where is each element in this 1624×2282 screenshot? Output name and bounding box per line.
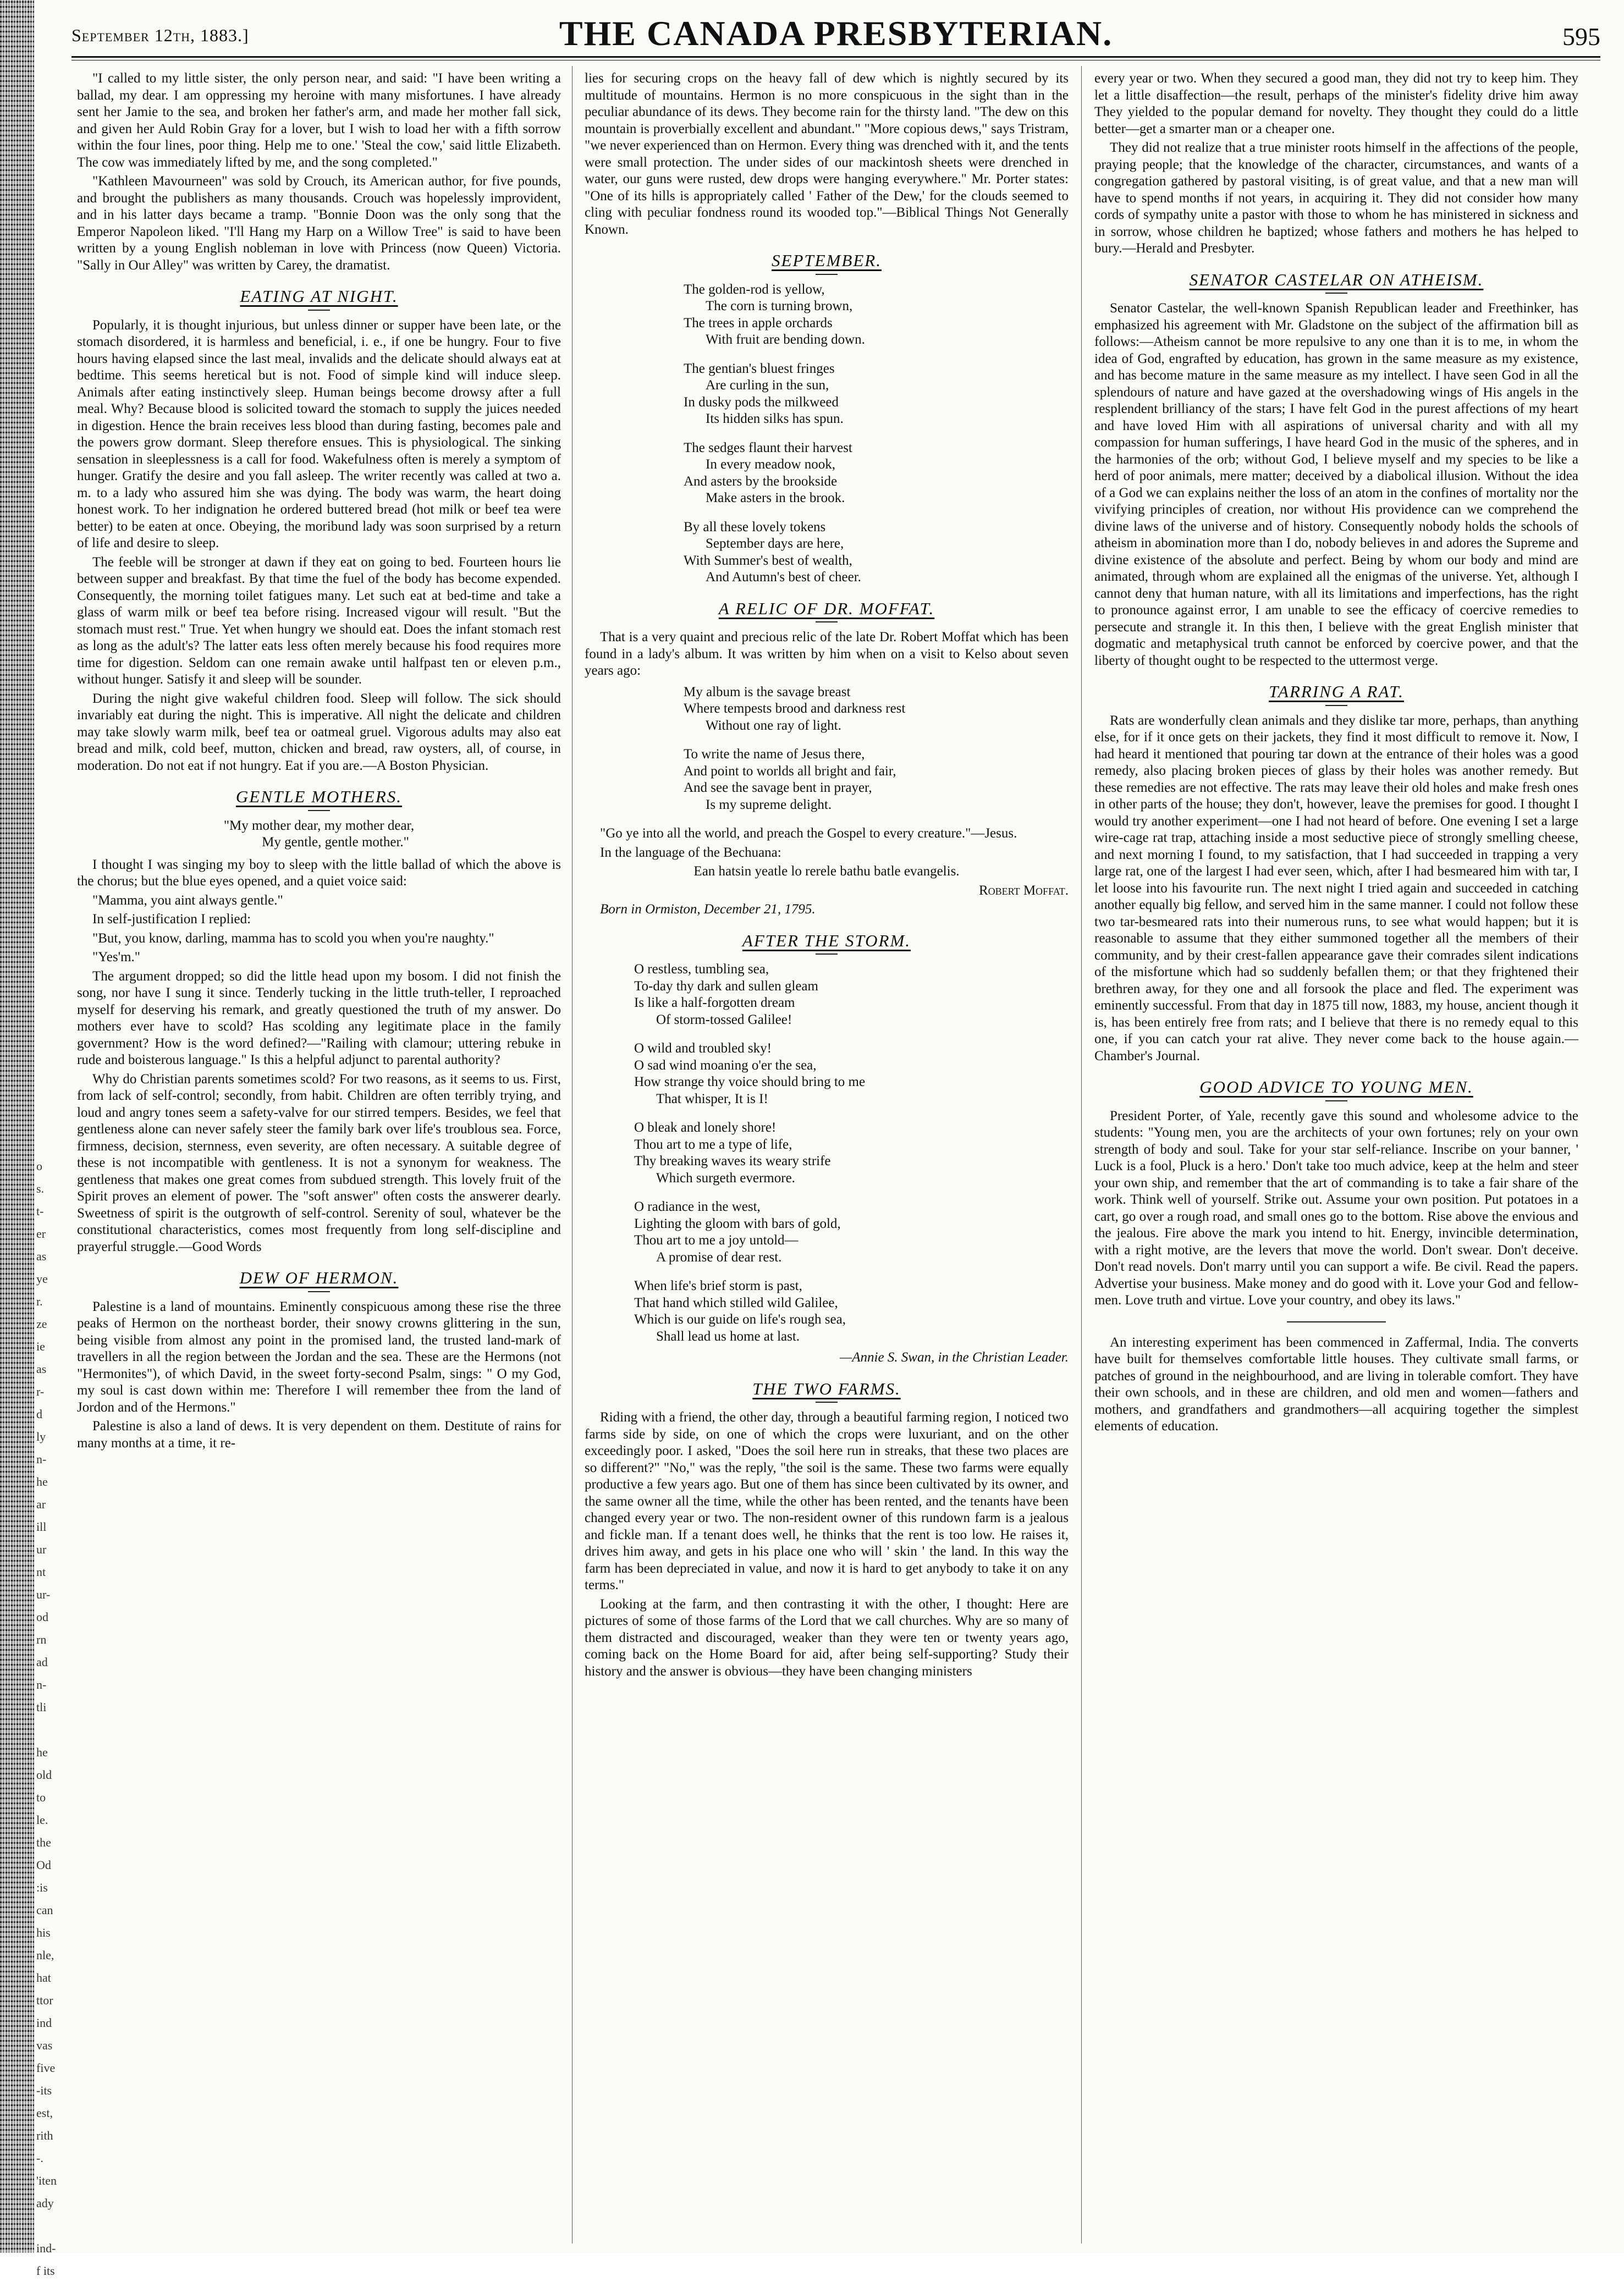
newspaper-title: THE CANADA PRESBYTERIAN. (559, 14, 1113, 53)
stanza (634, 1120, 1069, 1187)
verse-line: Thou art to me a type of life, (634, 1137, 792, 1152)
article-paragraph: every year or two. When they secured a good man, they did not try to keep him. They let a little disaffection—the result, perhaps of the minister's fidelity drive him away They yielded to the popular demand for novelty. They thought they could do a little better—get a smarter man or a cheaper one. (1094, 71, 1578, 136)
article-paragraph: Rats are wonderfully clean animals and they dislike tar more, perhaps, than anything else, for if it once gets on their jackets, they find it most difficult to remove it. Now, I had heard it mentioned that pouring tar down at the entrance of their holes was a good remedy, also placing broken pieces of glass by their holes was another remedy. But these remedies are not effective. The rats may leave their old holes and make fresh ones in other parts of the house; they don't, however, leave the premises for good. I thought I would try another experiment—one I had not heard of before. One evening I set a large wire-cage rat trap, attaching inside a most seductive piece of strongly smelling cheese, and next morning I found, to my satisfaction, that I had succeeded in trapping a very large rat, one of the largest I had ever seen, which, after I had besmeared him with tar, I let loose into his favourite run. The next night I tried again and succeeded in catching another equally big fellow, and served him in the same manner. I could not follow these two tar-besmeared rats into their numerous runs, to see what would happen; but it is reasonable to assume that they either summoned together all the members of their community, and by their crest-fallen appearance gave their comrades silent indications of the misfortune which had so suddenly befallen them; or that they frightened their brethren away, for they one and all forsook the place and fled. The experiment was eminently successful. From that day in 1875 till now, 1883, my house, ancient though it is, has been entirely free from rats; and I believe that there is no remedy equal to this one, if you can catch your rat alive. They never come back to the house again.—Chamber's Journal. (1094, 713, 1578, 1063)
article-paragraph: Palestine is also a land of dews. It is very dependent on them. Destitute of rains for many months at a time, it re- (77, 1419, 561, 1451)
article-paragraph: That is a very quaint and precious relic of the late Dr. Robert Moffat which has been found in a lady's album. It was written by him when on a visit to Kelso about seven years ago: (585, 630, 1069, 678)
verse-line: The golden-rod is yellow, (684, 282, 825, 297)
column-2 (585, 70, 1069, 2242)
verse-line: Without one ray of light. (706, 718, 841, 733)
verse-line: Which surgeth evermore. (656, 1170, 795, 1186)
article-paragraph: In the language of the Bechuana: (600, 845, 781, 860)
poem-september (684, 282, 1069, 586)
verse-line: My gentle, gentle mother." (262, 835, 409, 850)
header-rule (71, 56, 1600, 58)
verse-line: "My mother dear, my mother dear, (223, 818, 415, 833)
verse-line: Thy breaking waves its weary strife (634, 1154, 831, 1168)
verse-line: O sad wind moaning o'er the sea, (634, 1057, 817, 1073)
verse-line: Lighting the gloom with bars of gold, (634, 1216, 841, 1231)
article-paragraph: President Porter, of Yale, recently gave this sound and wholesome advice to the students: "Young men, you are the architects of your own fortunes; rely on your own strength of body and soul. Take for your star self-reliance. Inscribe on your banner, ' Luck is a fool, Pluck is a hero.' Don't take too much advice, keep at the helm and steer your own ship, and remember that the art of commanding is to take a fair share of the work. Think well of yourself. Strike out. Assume your own position. Put potatoes in a cart, go over a rough road, and small ones go to the bottom. Rise above the envious and the jealous. Fire above the mark you intend to hit. Energy, invincible determination, with a right motive, are the levers that move the world. Don't swear. Don't deceive. Don't read novels. Don't marry until you can support a wife. Be civil. Read the papers. Advertise your business. Make money and do good with it. Love your God and fellow-men. Love truth and virtue. Love your country, and obey its laws." (1094, 1108, 1578, 1308)
article-paragraph: An interesting experiment has been commenced in Zaffermal, India. The converts have built for themselves comfortable little houses. They cultivate small farms, or patches of ground in the neighbourhood, and are living in tolerable comfort. They have their own schools, and in these are children, and old men and women—fathers and mothers, and grandfathers and grandmothers—all acquiring together the simplest elements of education. (1094, 1335, 1578, 1434)
stanza (634, 1199, 1069, 1266)
article-paragraph: During the night give wakeful children food. Sleep will follow. The sick should invariably eat during the night. This is imperative. All night the delicate and children may take slowly warm milk, beef tea or oatmeal gruel. Vigorous adults may also eat bread and milk, cold beef, mutton, chicken and bread, raw oysters, all, of course, in moderation. Do not eat if not hungry. Eat if you are.—A Boston Physician. (77, 691, 561, 773)
epigraph (77, 818, 561, 851)
verse-line: Shall lead us home at last. (656, 1329, 800, 1344)
article-heading: A RELIC OF DR. MOFFAT. (585, 600, 1069, 623)
poem-heading: SEPTEMBER. (585, 252, 1069, 275)
verse-line: O radiance in the west, (634, 1199, 761, 1214)
verse-line: O restless, tumbling sea, (634, 962, 769, 977)
stanza (634, 1278, 1069, 1345)
stanza (684, 282, 1069, 349)
verse-line: The gentian's bluest fringes (684, 361, 835, 376)
poem-heading: AFTER THE STORM. (585, 933, 1069, 955)
verse-line: And Autumn's best of cheer. (706, 570, 861, 585)
verse-line: And point to worlds all bright and fair, (684, 763, 896, 779)
column-1 (77, 70, 561, 2242)
verse-line: My album is the savage breast (684, 684, 851, 699)
verse-line: To write the name of Jesus there, (684, 747, 865, 762)
article-heading: THE TWO FARMS. (585, 1381, 1069, 1403)
section-separator (1287, 1321, 1386, 1322)
stanza (684, 361, 1069, 428)
article-paragraph: The argument dropped; so did the little head upon my bosom. I did not finish the song, nor have I sung it since. Tenderly tucking in the little truth-teller, I reproached myself for deserving his remark, and greatly questioned the truth of my answer. Do mothers ever have to scold? Has scolding any legitimate place in the family government? How is the word defined?—"Railing with clamour; uttering rebuke in rude and boisterous language." Is this a helpful adjunct to parental authority? (77, 968, 561, 1067)
article-paragraph: Looking at the farm, and then contrasting it with the other, I thought: Here are pictures of some of those farms of the Lord that we call churches. Why are so many of them distracted and discouraged, weaker than they were ten or twenty years ago, coming back on the Home Board for aid, after being self-supporting? Study their history and the answer is obvious—they have been changing ministers (585, 1596, 1069, 1679)
gutter-fragments: o s. t- er as ye r. ze ie as r- d ly n- he ar ill ur nt ur- od rn ad n- tli he old to le. the Od :is can his nle, hat ttor ind vas five -its est, rith -. 'iten ady ind- f its (36, 1159, 57, 2278)
poem-moffat (684, 684, 1069, 814)
verse-line: To-day thy dark and sullen gleam (634, 978, 818, 994)
verse-line: The sedges flaunt their harvest (684, 440, 852, 455)
verse-line: The trees in apple orchards (684, 315, 833, 330)
verse-line: A promise of dear rest. (656, 1249, 782, 1265)
verse-line: Is like a half-forgotten dream (634, 995, 795, 1010)
verse-line: O wild and troubled sky! (634, 1041, 772, 1056)
article-heading: GENTLE MOTHERS. (77, 789, 561, 811)
stanza (684, 440, 1069, 507)
verse-line: With fruit are bending down. (706, 332, 865, 347)
article-paragraph: Palestine is a land of mountains. Eminently conspicuous among these rise the three peaks of Hermon on the northeast border, their snowy crowns glittering in the sun, being visible from almost any point in the promised land, the trusted land-mark of travellers in all the region between the Jordan and the sea. These are the Hermons (not "Hermonites"), of which David, in the sweet forty-second Psalm, sings: " O my God, my soul is cast down within me: Therefore I will remember thee from the land of Jordon and of the Hermons." (77, 1299, 561, 1415)
article-paragraph: Why do Christian parents sometimes scold? For two reasons, as it seems to us. First, from lack of self-control; secondly, from habit. Children are often terribly trying, and loud and angry tones seem a safety-valve for our stirred tempers. Besides, we feel that gentleness alone can never safely steer the family bark over life's troublous sea. Force, firmness, decision, sternness, even severity, are often necessary. A suitable degree of these is not incompatible with gentleness. It is not a synonym for weakness. The gentleness that makes one great comes from subdued strength. This lovely fruit of the Spirit proves an element of power. The "soft answer" often costs the answerer dearly. Sweetness of spirit is the outgrowth of self-control. Serenity of soul, whatever be the constitutional characteristics, comes most frequently from long self-discipline and prayerful struggle.—Good Words (77, 1071, 561, 1254)
verse-line: Is my supreme delight. (706, 797, 832, 812)
article-heading: GOOD ADVICE TO YOUNG MEN. (1094, 1079, 1578, 1101)
masthead (71, 10, 1600, 55)
article-paragraph: "Mamma, you aint always gentle." (92, 892, 283, 908)
verse-line: And asters by the brookside (684, 473, 838, 489)
stanza (634, 1040, 1069, 1107)
verse-line: That hand which stilled wild Galilee, (634, 1295, 838, 1310)
article-paragraph: "But, you know, darling, mamma has to scold you when you're naughty." (92, 930, 494, 946)
article-paragraph: "Kathleen Mavourneen" was sold by Crouch, its American author, for five pounds, and brought the publishers as many thousands. Crouch was hopelessly improvident, and in his latter days became a tramp. "Bonnie Doon was the only song that the Emperor Napoleon liked. "I'll Hang my Harp on a Willow Tree" is said to have been written by a young English nobleman in love with Princess (now Queen) Victoria. "Sally in Our Alley" was written by Carey, the dramatist. (77, 174, 561, 273)
column-3 (1094, 70, 1578, 2242)
article-paragraph: Popularly, it is thought injurious, but unless dinner or supper have been late, or the stomach disordered, it is harmless and beneficial, i. e., if one be hungry. Four to five hours having elapsed since the last meal, invalids and the delicate should always eat at bedtime. This seems heretical but is not. Food of simple kind will induce sleep. Animals after eating instinctively sleep. Human beings become drowsy after a full meal. Why? Because blood is solicited toward the stomach to supply the juices needed in digestion. Hence the brain receives less blood than during fasting, becomes pale and the powers grow dormant. Sleep therefore ensues. This is physiological. The sinking sensation in sleeplessness is a call for food. Wakefulness often is merely a symptom of hunger. Gratify the desire and you fall asleep. The writer recently was called at two a. m. to a lady who assured him she was dying. The body was warm, the heart doing honest work. To her indignation he ordered buttered bread (hot milk or beef tea were better) to be eaten at once. Obeying, the moribund lady was soon surprised by a return of life and desire to sleep. (77, 317, 561, 550)
verse-line: Thou art to me a joy untold— (634, 1233, 799, 1248)
verse-line: With Summer's best of wealth, (684, 553, 852, 568)
verse-line: When life's brief storm is past, (634, 1278, 802, 1293)
scripture-quote: "Go ye into all the world, and preach the Gospel to every creature."—Jesus. (600, 826, 1017, 841)
column-divider (1081, 66, 1082, 2244)
verse-line: Its hidden silks has spun. (706, 411, 844, 426)
verse-line: That whisper, It is I! (656, 1091, 768, 1106)
article-paragraph: They did not realize that a true minister roots himself in the affections of the people, praying people; that the knowledge of the character, circumstances, and wants of a congregation gathered by pastoral visiting, is of great value, and that a new man will have to spend months if not years, in acquiring it. They did not consider how many cords of sympathy unite a pastor with those to whom he has ministered in sickness and in sorrow, whose children he baptized; whose fathers and mothers he has helped to bury.—Herald and Presbyter. (1094, 140, 1578, 256)
bechuana-text: Ean hatsin yeatle lo rerele bathu batle evangelis. (693, 864, 960, 879)
verse-line: O bleak and lonely shore! (634, 1120, 777, 1135)
article-heading: SENATOR CASTELAR ON ATHEISM. (1094, 272, 1578, 294)
verse-line: How strange thy voice should bring to me (634, 1074, 866, 1089)
article-heading: EATING AT NIGHT. (77, 288, 561, 311)
article-paragraph: lies for securing crops on the heavy fall of dew which is nightly secured by its multitude of mountains. Hermon is no more conspicuous in the sight than in the peculiar abundance of its dews. They become rain for the thirsty land. "The dew on this mountain is proverbially excellent and abundant." "More copious dews," says Tristram, "we never experienced than on Hermon. Every thing was drenched with it, and the tents were small protection. The under sides of our mackintosh sheets were drenched in water, our guns were rusted, dew drops were hanging everywhere." Mr. Porter states: "One of its hills is appropriately called ' Father of the Dew,' for the clouds seemed to cling with peculiar fondness round its wooded top."—Biblical Things Not Generally Known. (585, 71, 1069, 237)
article-heading: DEW OF HERMON. (77, 1270, 561, 1292)
issue-date: September 12th, 1883.] (71, 25, 249, 45)
stanza (684, 519, 1069, 586)
verse-line: September days are here, (706, 536, 844, 551)
signature: Robert Moffat. (978, 883, 1069, 898)
verse-line: Which is our guide on life's rough sea, (634, 1312, 846, 1327)
poem-after-storm (634, 961, 1069, 1345)
article-paragraph: Senator Castelar, the well-known Spanish Republican leader and Freethinker, has emphasized his agreement with Mr. Gladstone on the subject of the affirmation bill as follows:—Atheism cannot be more repulsive to any one than it is to me, in whom the idea of God, engrafted by education, has grown in the same measure as my existence, and has become mature in the same measure as my intellect. I have seen God in all the splendours of nature and have gazed at the overshadowing wings of His angels in the resplendent brilliancy of the stars; I have felt God in the purest affections of my heart and have loved Him with all aspirations of universal charity and with all my compassion for human sufferings, I have heard God in the music of the spheres, and in the harmonies of the orb; without God, I believe myself and my species to be like a herd of poor animals, mere matter; deceived by a diabolical illusion. Without the idea of a God we can explains neither the loss of an atom in the confines of mortality nor the vivifying principles of creation, nor without His providence can we comprehend the divine laws of the universe and of history. Consequently nobody holds the schools of atheism in abomination more than I do, nobody believes in and adores the Supreme and divine existence of the absolute and perfect. Being by whom our body and mind are animated, through whom are explained all the enigmas of the universe. Yet, although I cannot deny that human nature, with all its limitations and imperfections, has the right to pronounce against error, I am unable to see the efficacy of coercive remedies to persecute and strangle it. In this then, I believe with the great English minister that dogmatic and metaphysical truth cannot be enforced by coercive power, and that the liberty of thought ought to be respected to the uttermost verge. (1094, 301, 1578, 668)
article-paragraph: "I called to my little sister, the only person near, and said: "I have been writing a ballad, my dear. I am oppressing my heroine with many misfortunes. I have already sent her Jamie to the sea, and broken her father's arm, and made her mother fall sick, and given her Auld Robin Gray for a lover, but I wish to load her with a fifth sorrow within the four lines, poor thing. Help me to one.' 'Steal the cow,' said little Elizabeth. The cow was immediately lifted by me, and the song completed." (77, 71, 561, 170)
verse-line: By all these lovely tokens (684, 519, 826, 534)
article-paragraph: The feeble will be stronger at dawn if they eat on going to bed. Fourteen hours lie between supper and breakfast. By that time the fuel of the body has become expended. Consequently, the morning toilet fatigues many. Let such eat at bed-time and take a glass of warm milk or beef tea before rising. Increased vigour will result. "But the stomach must rest." True. Yet when hungry we should eat. Does the infant stomach rest as long as the adult's? The latter eats less often merely because his food requires more time for digestion. Seldom can one remain awake until halfpast ten or eleven p.m., without hunger. Satisfy it and sleep will be sounder. (77, 554, 561, 687)
article-paragraph: "Yes'm." (92, 950, 140, 964)
verse-line: The corn is turning brown, (706, 299, 853, 313)
verse-line: Make asters in the brook. (706, 490, 845, 505)
verse-line: And see the savage bent in prayer, (684, 780, 872, 795)
verse-line: In every meadow nook, (706, 457, 836, 472)
stanza (684, 746, 1069, 813)
verse-line: Where tempests brood and darkness rest (684, 701, 906, 716)
verse-line: Are curling in the sun, (706, 378, 829, 393)
article-paragraph: In self-justification I replied: (92, 912, 251, 927)
verse-line: Of storm-tossed Galilee! (656, 1012, 792, 1027)
article-paragraph: Riding with a friend, the other day, through a beautiful farming region, I noticed two farms side by side, on one of which the crops were luxuriant, and on the other exceedingly poor. I asked, "Does the soil here run in streaks, that these two places are so different?" "No," was the reply, "the soil is the same. These two farms were equally productive a few years ago. But one of them has since been cultivated by its owner, and the same owner all the time, while the other has been rented, and the tenants have been changed every year or two. The non-resident owner of this rundown farm is a jealous and fickle man. If a tenant does well, he thinks that the rent is too low. He raises it, drives him away, and gets in his place one who will ' skin ' the land. In this way the farm has been depreciated in value, and now it is hard to get anybody to take it on any terms." (585, 1410, 1069, 1592)
poem-attribution: —Annie S. Swan, in the Christian Leader. (840, 1350, 1069, 1365)
binding-spine (0, 0, 34, 2253)
article-heading: TARRING A RAT. (1094, 684, 1578, 706)
page-number: 595 (1562, 23, 1600, 51)
stanza (684, 684, 1069, 735)
article-paragraph: I thought I was singing my boy to sleep with the little ballad of which the above is the chorus; but the blue eyes opened, and a quiet voice said: (77, 857, 561, 889)
birth-date: Born in Ormiston, December 21, 1795. (600, 902, 816, 917)
verse-line: In dusky pods the milkweed (684, 394, 839, 410)
stanza (634, 961, 1069, 1028)
